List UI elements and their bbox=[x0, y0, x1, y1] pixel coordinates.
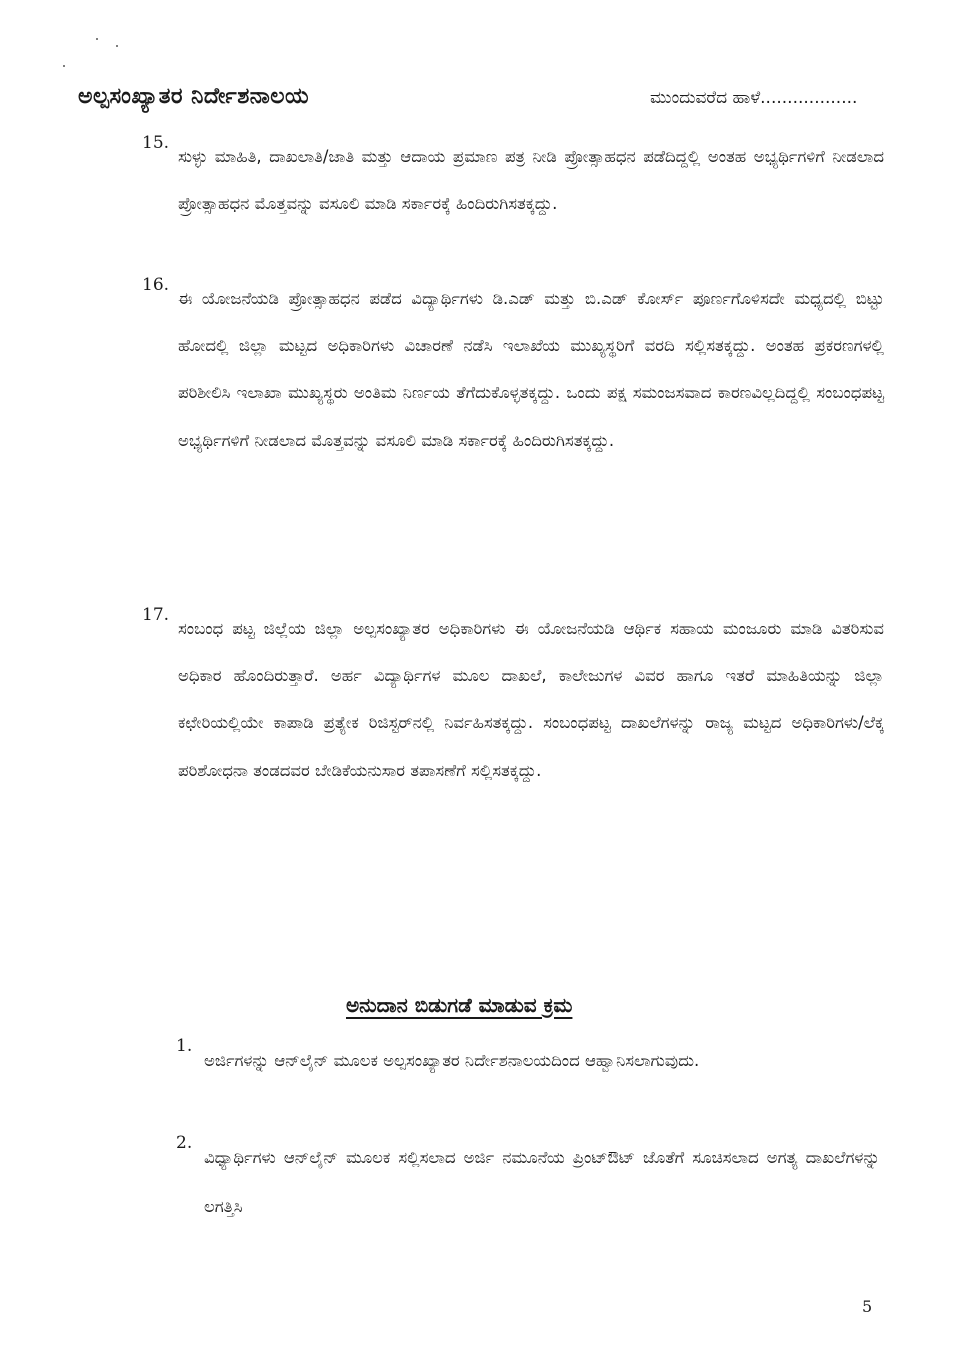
item-text: ಅರ್ಜಿಗಳನ್ನು ಆನ್‌ಲೈನ್ ಮೂಲಕ ಅಲ್ಪಸಂಖ್ಯಾತರ ನಿರ್ದೇಶನಾಲಯದಿಂದ ಆಹ್ವಾನಿಸಲಾಗುವುದು. bbox=[204, 1051, 700, 1070]
item-number: 16. bbox=[142, 275, 170, 295]
item-text: ವಿಧ್ಯಾರ್ಥಿಗಳು ಆನ್‌ಲೈನ್ ಮೂಲಕ ಸಲ್ಲಿಸಲಾದ ಅರ್ಜಿ ನಮೂನೆಯ ಪ್ರಿಂಟ್‌ಔಟ್ ಜೊತೆಗೆ ಸೂಚಿಸಲಾದ ಅಗತ್ಯ ದಾಖಲೆಗಳನ್ನು ಲಗತ್ತಿಸಿ bbox=[204, 1148, 880, 1216]
item-text: ಸುಳ್ಳು ಮಾಹಿತಿ, ದಾಖಲಾತಿ/ಜಾತಿ ಮತ್ತು ಆದಾಯ ಪ್ರಮಾಣ ಪತ್ರ ನೀಡಿ ಪ್ರೋತ್ಸಾಹಧನ ಪಡೆದಿದ್ದಲ್ಲಿ ಅಂತಹ ಅಭ್ಯರ್ಥಿಗಳಿಗೆ ನೀಡಲಾದ ಪ್ರೋತ್ಸಾಹಧನ ಮೊತ್ತವನ್ನು ವಸೂಲಿ ಮಾಡಿ ಸರ್ಕಾರಕ್ಕೆ ಹಿಂದಿರುಗಿಸತಕ್ಕದ್ದು. bbox=[178, 147, 884, 214]
header-office-name: ಅಲ್ಪಸಂಖ್ಯಾತರ ನಿರ್ದೇಶನಾಲಯ bbox=[78, 84, 310, 109]
section-heading: ಅನುದಾನ ಬಿಡುಗಡೆ ಮಾಡುವ ಕ್ರಮ bbox=[346, 993, 573, 1017]
item-text: ಸಂಬಂಧ ಪಟ್ಟ ಜಿಲ್ಲೆಯ ಜಿಲ್ಲಾ ಅಲ್ಪಸಂಖ್ಯಾತರ ಅಧಿಕಾರಿಗಳು ಈ ಯೋಜನೆಯಡಿ ಆರ್ಥಿಕ ಸಹಾಯ ಮಂಜೂರು ಮಾಡಿ ವಿತರಿಸುವ ಅಧಿಕಾರ ಹೊಂದಿರುತ್ತಾರೆ. ಅರ್ಹ ವಿದ್ಯಾರ್ಥಿಗಳ ಮೂಲ ದಾಖಲೆ, ಕಾಲೇಜುಗಳ ವಿವರ ಹಾಗೂ ಇತರೆ ಮಾಹಿತಿಯನ್ನು ಜಿಲ್ಲಾ ಕಛೇರಿಯಲ್ಲಿಯೇ ಕಾಪಾಡಿ ಪ್ರತ್ಯೇಕ ರಿಜಿಸ್ಟರ್‌ನಲ್ಲಿ ನಿರ್ವಹಿಸತಕ್ಕದ್ದು. ಸಂಬಂಧಪಟ್ಟ ದಾಖಲೆಗಳನ್ನು ರಾಜ್ಯ ಮಟ್ಟದ ಅಧಿಕಾರಿಗಳು/ಲೆಕ್ಕ ಪರಿಶೋಧನಾ ತಂಡದವರ ಬೇಡಿಕೆಯನುಸಾರ ತಪಾಸಣೆಗೆ ಸಲ್ಲಿಸತಕ್ಕದ್ದು. bbox=[178, 619, 884, 780]
item-number: 2. bbox=[176, 1133, 193, 1153]
item-number: 17. bbox=[142, 605, 170, 625]
page-number: 5 bbox=[862, 1297, 873, 1316]
header-continued-sheet: ಮುಂದುವರೆದ ಹಾಳೆ.................. bbox=[650, 88, 858, 108]
item-number: 15. bbox=[142, 133, 170, 153]
scan-speck bbox=[96, 38, 98, 40]
item-text: ಈ ಯೋಜನೆಯಡಿ ಪ್ರೋತ್ಸಾಹಧನ ಪಡೆದ ವಿದ್ಯಾರ್ಥಿಗಳು ಡಿ.ಎಡ್ ಮತ್ತು ಬಿ.ಎಡ್ ಕೋರ್ಸ್ ಪೂರ್ಣಗೊಳಿಸದೇ ಮಧ್ಯದಲ್ಲಿ ಬಿಟ್ಟು ಹೋದಲ್ಲಿ ಜಿಲ್ಲಾ ಮಟ್ಟದ ಅಧಿಕಾರಿಗಳು ವಿಚಾರಣೆ ನಡೆಸಿ ಇಲಾಖೆಯ ಮುಖ್ಯಸ್ಥರಿಗೆ ವರದಿ ಸಲ್ಲಿಸತಕ್ಕದ್ದು. ಅಂತಹ ಪ್ರಕರಣಗಳಲ್ಲಿ ಪರಿಶೀಲಿಸಿ ಇಲಾಖಾ ಮುಖ್ಯಸ್ಥರು ಅಂತಿಮ ನಿರ್ಣಯ ತೆಗೆದುಕೊಳ್ಳತಕ್ಕದ್ದು. ಒಂದು ಪಕ್ಷ ಸಮಂಜಸವಾದ ಕಾರಣವಿಲ್ಲದಿದ್ದಲ್ಲಿ ಸಂಬಂಧಪಟ್ಟ ಅಭ್ಯರ್ಥಿಗಳಿಗೆ ನೀಡಲಾದ ಮೊತ್ತವನ್ನು ವಸೂಲಿ ಮಾಡಿ ಸರ್ಕಾರಕ್ಕೆ ಹಿಂದಿರುಗಿಸತಕ್ಕದ್ದು. bbox=[178, 289, 884, 450]
item-number: 1. bbox=[176, 1036, 193, 1056]
scan-speck bbox=[116, 45, 118, 47]
scan-speck bbox=[63, 65, 65, 67]
